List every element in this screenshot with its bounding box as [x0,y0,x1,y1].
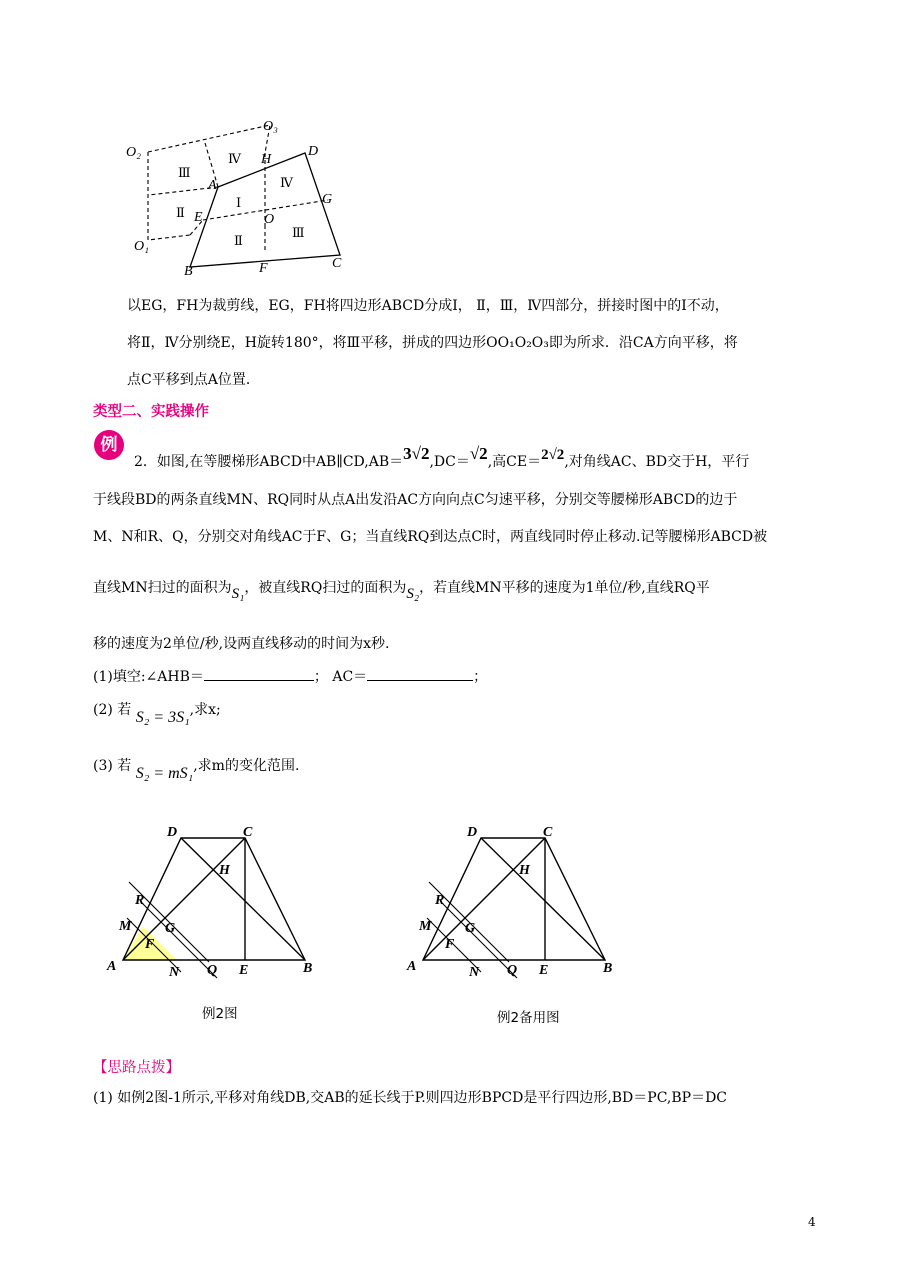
region-II-a: Ⅱ [176,205,185,220]
fig2-label-F: F [145,937,155,952]
para1-line2: 将Ⅱ，Ⅳ分别绕E，H旋转180°，将Ⅲ平移，拼成的四边形OO₁O₂O₃即为所求．沿CA方向平移，将 [127,335,738,351]
label-H: H [261,152,272,167]
q3-label: (3) 若 [93,758,132,774]
label-O: O [264,212,275,227]
fig2-label-Q: Q [207,963,218,978]
figure-example2 [105,822,330,987]
question-3 [93,756,300,782]
problem-l1d: ,对角线AC、BD交于H，平行 [564,454,750,470]
q2-rest: ,求x; [189,702,221,718]
fig3-label-A: A [407,959,417,974]
problem-l1b: ,DC＝ [429,454,470,470]
fig3-label-B: B [603,961,613,976]
label-A: A [208,178,217,193]
label-G: G [322,192,333,207]
page-number: 4 [808,1215,816,1229]
region-IV-a: Ⅳ [228,151,241,166]
fig3-label-D: D [467,825,478,840]
s2-symbol: S₂ [406,586,420,602]
q1-ac-label: ； AC＝ [313,669,368,685]
label-D: D [308,144,319,159]
region-I: Ⅰ [236,195,242,210]
q3-rest: ,求m的变化范围. [193,758,300,774]
fig3-label-N: N [469,965,480,980]
example-badge [94,430,124,460]
fig3-label-G: G [465,921,476,936]
ce-value: 2√2 [541,447,565,463]
hint-heading: 【思路点拨】 [93,1060,180,1076]
fig2-label-D: D [167,825,178,840]
q1-end: ； [473,669,488,685]
figure-quadrilateral-cut [120,115,360,280]
hint-text: (1) 如例2图-1所示,平移对角线DB,交AB的延长线于P.则四边形BPCD是平行四边形,BD＝PC,BP＝DC [93,1090,728,1106]
fig2-label-H: H [219,863,230,878]
fig3-label-H: H [519,863,530,878]
q3-equation: S₂ = mS₁ [135,765,194,782]
problem-l4b: ，被直线RQ扫过的面积为 [244,580,407,596]
problem-line5: 移的速度为2单位/秒,设两直线移动的时间为x秒. [93,636,390,652]
fig3-label-E: E [539,963,549,978]
para1-line1: 以EG，FH为裁剪线，EG，FH将四边形ABCD分成Ⅰ， Ⅱ，Ⅲ，Ⅳ四部分，拼接时图中的Ⅰ不动， [127,298,729,314]
region-II-b: Ⅱ [234,233,243,248]
diagonal-bd [181,838,305,960]
fig3-label-R: R [435,893,445,908]
s1-symbol: S₁ [231,586,245,602]
label-O3: O₃ [263,119,278,134]
fig3-label-Q: Q [507,963,518,978]
label-E: E [194,210,203,225]
problem-l1c: ,高CE＝ [487,454,542,470]
fig3-label-M: M [419,919,432,934]
problem-l4c: ，若直线MN平移的速度为1单位/秒,直线RQ平 [419,580,710,596]
question-1 [93,666,487,687]
q2-label: (2) 若 [93,702,132,718]
q1-label: (1)填空:∠AHB＝ [93,669,204,685]
fig2-label-N: N [169,965,180,980]
label-B: B [184,264,193,279]
example-badge-label: 例 [100,435,118,455]
problem-line1 [134,444,750,472]
fig2-label-M: M [119,919,132,934]
fig3-label-C: C [543,825,553,840]
fig2-label-G: G [165,921,176,936]
label-O1: O₁ [134,239,149,254]
fig2-caption: 例2图 [202,1006,238,1022]
problem-l4a: 直线MN扫过的面积为 [93,580,232,596]
region-III-a: Ⅲ [178,165,191,180]
problem-line2: 于线段BD的两条直线MN、RQ同时从点A出发沿AC方向向点C匀速平移，分别交等腰梯形ABCD的边于 [93,492,738,508]
fig3-label-F: F [445,937,455,952]
fig3-caption: 例2备用图 [497,1010,560,1026]
problem-l1a: 2．如图,在等腰梯形ABCD中AB∥CD,AB＝ [134,454,404,470]
label-C: C [332,256,342,271]
region-III-b: Ⅲ [292,225,305,240]
question-2 [93,700,221,726]
problem-line3: M、N和R、Q，分别交对角线AC于F、G；当直线RQ到达点C时，两直线同时停止移动.记等腰梯形ABCD被 [93,529,768,545]
fig2-label-R: R [135,893,145,908]
q1-blank-angle[interactable] [204,666,314,681]
ab-value: 3√2 [403,444,430,463]
fig2-label-C: C [243,825,253,840]
para1-line3: 点C平移到点A位置． [127,372,260,388]
dc-value: √2 [469,444,488,463]
figure-example2-spare [405,822,630,987]
q1-blank-ac[interactable] [367,666,473,681]
label-F: F [259,261,268,276]
section-heading: 类型二、实践操作 [93,404,209,420]
q2-equation: S₂ = 3S₁ [135,709,190,726]
fig2-label-A: A [107,959,117,974]
fig2-label-E: E [239,963,249,978]
problem-line4 [93,578,710,602]
fig2-label-B: B [303,961,313,976]
label-O2: O₂ [126,145,141,160]
region-IV-b: Ⅳ [280,175,293,190]
